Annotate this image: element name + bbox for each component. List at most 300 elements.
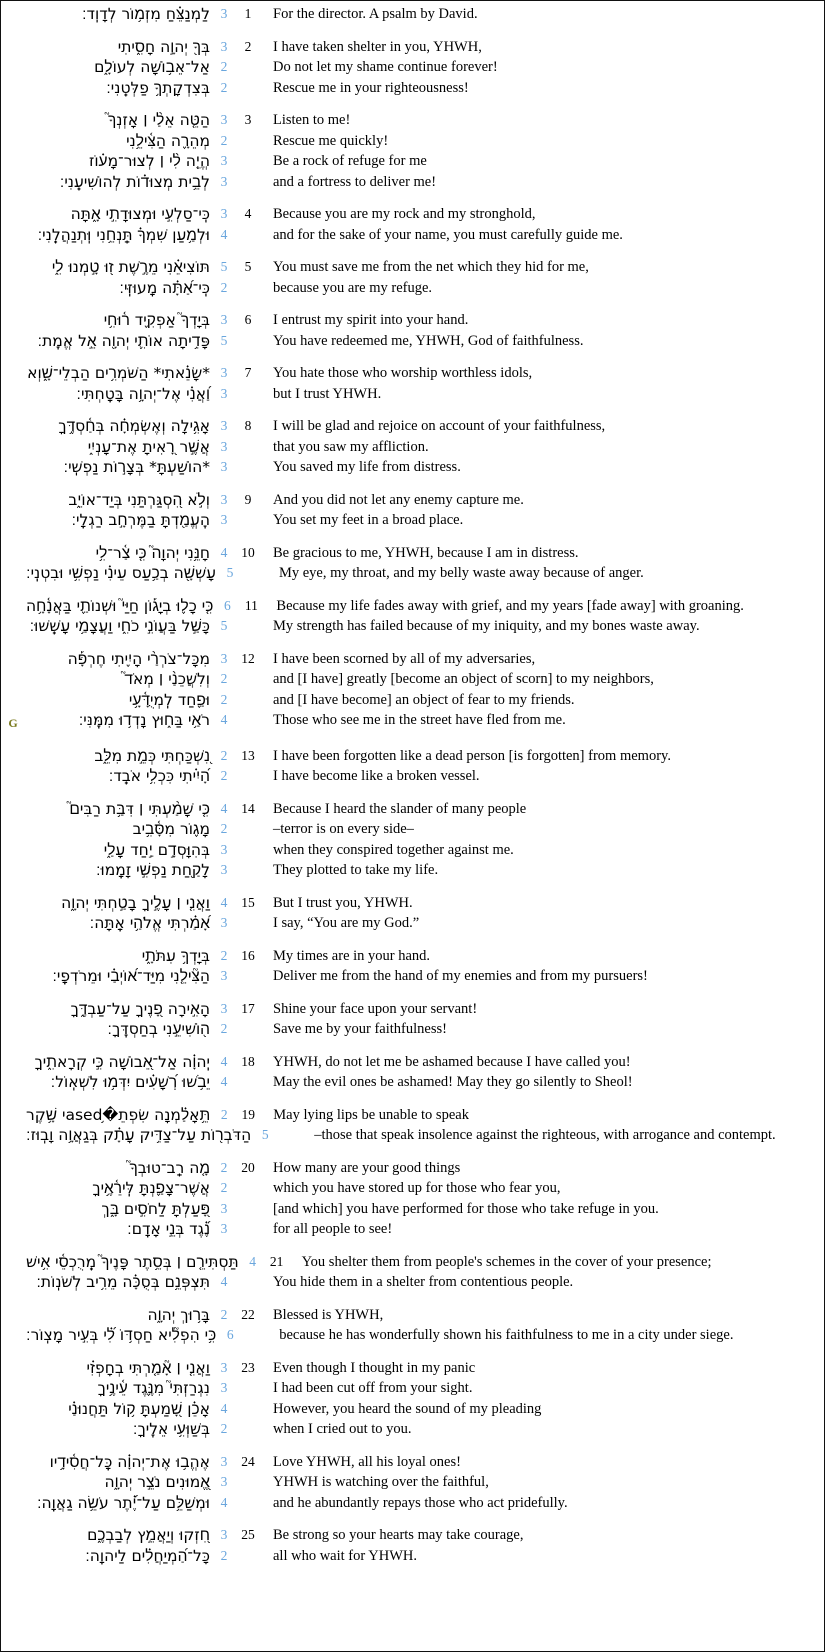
textual-marker [0, 204, 26, 207]
english-line: And you did not let any enemy capture me. [273, 491, 524, 508]
textual-marker [0, 690, 26, 693]
verse-line-row [0, 1358, 825, 1379]
verse-line-row [0, 563, 825, 584]
textual-marker [0, 1052, 26, 1055]
english-line: I have become like a broken vessel. [273, 768, 480, 784]
verse-line-row [0, 437, 825, 458]
verse-line-row [0, 893, 825, 914]
textual-marker [0, 384, 26, 387]
english-line: May lying lips be unable to speak [273, 1106, 469, 1123]
verse-line-row [0, 1178, 825, 1199]
stress-count: 4 [220, 1074, 228, 1089]
verse-block [0, 1252, 825, 1293]
verse-block [0, 37, 825, 99]
hebrew-line: בָּר֥וּךְ יְהוָ֑ה [147, 1305, 210, 1324]
textual-marker [0, 1019, 26, 1022]
textual-marker [0, 1325, 26, 1328]
verse-number: 17 [241, 1000, 255, 1016]
verse-line-row [0, 1019, 825, 1040]
english-line: for all people to see! [273, 1221, 393, 1237]
textual-marker [0, 1199, 26, 1202]
verse-number: 7 [244, 365, 252, 380]
textual-marker [0, 1546, 26, 1549]
stress-count: 2 [220, 821, 228, 836]
stress-count: 2 [220, 671, 228, 686]
stress-count: 3 [220, 312, 228, 327]
stress-count: 4 [220, 1494, 228, 1510]
hebrew-line: וּפַ֢חַד לִֽמְיֻדָּ֫עָ֥י [128, 690, 210, 709]
stress-count: 3 [220, 385, 228, 401]
textual-marker [0, 78, 26, 81]
stress-count: 2 [220, 1306, 228, 1322]
verse-line-row [0, 225, 825, 246]
verse-line-row [0, 669, 825, 690]
textual-marker [0, 840, 26, 843]
english-line: You saved my life from distress. [273, 459, 461, 475]
stress-count: 3 [220, 1359, 228, 1375]
textual-marker [0, 543, 26, 546]
verse-number: 20 [241, 1159, 255, 1175]
verse-number: 8 [244, 418, 252, 433]
stress-count: 3 [220, 6, 228, 21]
english-line: Do not let my shame continue forever! [273, 59, 498, 75]
textual-marker [0, 1378, 26, 1381]
stress-count: 3 [220, 1000, 228, 1016]
english-line: Save me by your faithfulness! [273, 1021, 447, 1037]
stress-count: 5 [220, 332, 228, 348]
stress-count: 5 [261, 1127, 269, 1142]
verse-block [0, 110, 825, 192]
textual-marker [0, 457, 26, 460]
verse-block [0, 746, 825, 787]
hebrew-line: תּוֹצִיאֵ֗נִי מֵרֶ֣שֶׁת ז֭וּ טָ֣מְנוּ לִ֑י [51, 258, 210, 276]
textual-marker: G [8, 716, 18, 730]
textual-marker [0, 278, 26, 281]
verse-line-row [0, 131, 825, 152]
hebrew-line: כִּ֤י שָׁמַ֨עְתִּי ׀ דִּבַּ֥ת רַבִּים֮ [69, 799, 210, 818]
verse-line-row [0, 310, 825, 331]
verse-line-row [0, 1419, 825, 1440]
textual-marker [0, 596, 26, 599]
english-line: YHWH is watching over the faithful, [273, 1474, 489, 1490]
hebrew-line: פָּ֭עַלְתָּ לַחֹסִ֣ים בָּ֑ךְ [101, 1199, 210, 1218]
english-line: I have taken shelter in you, YHWH, [273, 38, 482, 55]
english-line: My eye, my throat, and my belly waste away because of anger. [278, 565, 644, 581]
verse-line-row [0, 1525, 825, 1546]
textual-marker [0, 893, 26, 896]
verse-line-row [0, 819, 825, 840]
verse-line-row [0, 384, 825, 405]
english-line: I entrust my spirit into your hand. [273, 312, 469, 328]
verse-line-row [0, 1452, 825, 1473]
verse-number: 12 [241, 650, 255, 666]
verse-block [0, 999, 825, 1040]
textual-marker [0, 1472, 26, 1475]
hebrew-line: אָגִ֥ילָה וְאֶשְׂמְחָ֗ה בְּחַ֫סְדֶּ֥ךָ [58, 417, 210, 435]
english-line: You hide them in a shelter from contentious people. [273, 1274, 574, 1290]
english-line: Even though I thought in my panic [273, 1359, 476, 1376]
english-line: I say, “You are my God.” [273, 915, 420, 931]
hebrew-line: כִּ֥י הִפְלִ֘יא חַסְדּ֥וֹ לִ֝֗י בְּעִ֣יר מָצֽוֹר׃ [26, 1326, 217, 1344]
english-line: and for the sake of your name, you must carefully guide me. [273, 226, 623, 243]
verse-block [0, 1525, 825, 1566]
verse-line-row [0, 510, 825, 531]
verse-block [0, 257, 825, 298]
hebrew-line: נִ֭שְׁכַּחְתִּי כְּמֵ֣ת מִלֵּ֑ב [94, 746, 210, 765]
english-line: I had been cut off from your sight. [273, 1380, 473, 1396]
english-line: because he has wonderfully shown his faithfulness to me in a city under siege. [279, 1327, 734, 1343]
hebrew-line: בְּיָדְךָ֥ עִתֹּתָ֑י [141, 946, 210, 965]
english-line: that you saw my affliction. [273, 438, 429, 455]
english-line: However, you heard the sound of my pleading [273, 1400, 542, 1417]
stress-count: 2 [220, 947, 228, 963]
hebrew-line: לָקַ֖חַת נַפְשִׁ֣י זָמָֽמוּ׃ [95, 861, 210, 879]
verse-line-row [0, 151, 825, 172]
stress-count: 3 [220, 841, 228, 857]
hebrew-line: אֲשֶׁר־צָפַ֪נְתָּ לִּֽירֵ֫אֶ֥יךָ [92, 1179, 210, 1197]
verse-line-row [0, 490, 825, 511]
verse-line-row [0, 860, 825, 881]
verse-block [0, 4, 825, 25]
stress-count: 3 [220, 1527, 228, 1542]
stress-count: 3 [220, 862, 228, 877]
stress-count: 3 [220, 38, 228, 54]
hebrew-line: וְלִשֲׁכֵנַ֨י ׀ מְאֹד֮ [124, 670, 210, 688]
textual-marker [0, 1272, 26, 1275]
stress-count: 4 [220, 1274, 228, 1289]
english-line: You set my feet in a broad place. [273, 512, 464, 528]
stress-count: 3 [220, 1474, 228, 1489]
textual-marker [0, 616, 26, 619]
verse-line-row [0, 331, 825, 352]
verse-number: 6 [244, 312, 252, 327]
textual-marker [0, 1252, 26, 1255]
stress-count: 3 [220, 1221, 228, 1236]
verse-number: 15 [241, 894, 255, 910]
stress-count: 3 [220, 1380, 228, 1395]
verse-line-row [0, 690, 825, 711]
english-line: Because you are my rock and my stronghold, [273, 206, 536, 222]
verse-block [0, 310, 825, 351]
stress-count: 3 [220, 650, 228, 666]
english-line: Listen to me! [273, 112, 351, 128]
english-line: and [I have] greatly [become an object of scorn] to my neighbors, [273, 671, 654, 687]
hebrew-line: תַּסְתִּירֵ֤ם ׀ בְּסֵ֥תֶר פָּנֶיךָ֮ מֵֽרֻכְסֵ֫י אִ֥ישׁ [26, 1252, 239, 1271]
stress-count: 3 [220, 1200, 228, 1216]
verse-line-row [0, 649, 825, 670]
verse-line-row [0, 1052, 825, 1073]
hebrew-line: וְלֹ֣א הִ֭סְגַּרְתַּנִי בְּיַד־אוֹיֵ֑ב [68, 490, 210, 509]
verse-line-row [0, 416, 825, 437]
verse-line-row [0, 363, 825, 384]
stress-count: 3 [220, 491, 228, 507]
hebrew-line: יֵבֹ֥שׁוּ רְ֝שָׁעִ֗ים יִדְּמ֥וּ לִשְׁאֽוֹל׃ [50, 1073, 210, 1091]
stress-count: 2 [220, 747, 228, 763]
verse-number: 4 [244, 206, 252, 221]
hebrew-line: בְּשַׁוְּעִ֥י אֵלֶֽיךָ׃ [132, 1420, 210, 1438]
textual-marker [0, 172, 26, 175]
stress-count: 4 [220, 544, 228, 560]
english-line: Be a rock of refuge for me [273, 153, 427, 169]
english-line: I have been forgotten like a dead person [is forgotten] from memory. [273, 747, 671, 764]
verse-line-row [0, 1199, 825, 1220]
stress-count: 6 [224, 597, 231, 613]
english-line: I have been scorned by all of my adversaries, [273, 650, 536, 667]
textual-marker [0, 1358, 26, 1361]
hebrew-line: וַאֲנִ֤י ׀ עָלֶ֣יךָ בָטַ֣חְתִּי יְהוָ֑ה [61, 893, 210, 912]
textual-marker [0, 1158, 26, 1161]
english-line: I will be glad and rejoice on account of your faithfulness, [273, 418, 606, 434]
stress-count: 3 [220, 112, 228, 127]
english-line: when I cried out to you. [273, 1421, 412, 1437]
stress-count: 2 [220, 1180, 228, 1195]
hebrew-line: *הוֹשַׁעְתָּ* בְּצָר֣וֹת נַפְשִֽׁי׃ [63, 458, 210, 476]
verse-block [0, 416, 825, 478]
stress-count: 2 [220, 1021, 228, 1036]
verse-line-row [0, 799, 825, 820]
english-line: Love YHWH, all his loyal ones! [273, 1453, 461, 1470]
hebrew-line: לְבֵ֥ית מְצוּד֗וֹת לְהוֹשִׁיעֵֽנִי׃ [59, 172, 210, 191]
verse-line-row [0, 946, 825, 967]
verse-line-row [0, 710, 825, 734]
textual-marker [0, 110, 26, 113]
verse-line-row [0, 110, 825, 131]
english-line: Rescue me quickly! [273, 132, 389, 149]
textual-marker [0, 131, 26, 134]
textual-marker [0, 490, 26, 493]
stress-count: 3 [220, 365, 228, 380]
english-line: Be gracious to me, YHWH, because I am in distress. [273, 544, 579, 561]
english-line: all who wait for YHWH. [273, 1547, 418, 1564]
verse-number: 2 [244, 38, 252, 54]
english-line: because you are my refuge. [273, 279, 433, 296]
hebrew-line: חִ֭זְקוּ וְיַאֲמֵ֣ץ לְבַבְכֶ֑ם [87, 1526, 210, 1544]
hebrew-line: הָאִ֣ירָה פָ֭נֶיךָ עַל־עַבְדֶּ֑ךָ [70, 999, 210, 1018]
hebrew-line: בְּהִוָּסְדָ֣ם יַ֣חַד עָלַ֑י [103, 840, 210, 859]
hebrew-line: וַ֝אֲנִ֗י אֶל־יְהוָ֥ה בָּטָֽחְתִּי׃ [76, 384, 210, 403]
verse-number: 14 [241, 800, 255, 816]
verse-line-row [0, 999, 825, 1020]
english-line: May the evil ones be ashamed! May they go silently to Sheol! [273, 1074, 633, 1090]
verse-block [0, 1105, 825, 1146]
stress-count: 5 [220, 618, 228, 633]
verse-line-row [0, 596, 825, 617]
verse-block [0, 1052, 825, 1093]
verse-line-row [0, 1252, 825, 1273]
hebrew-line: כִּֽי־סַלְעִ֣י וּמְצוּדָתִ֣י אָ֑תָּה [70, 205, 210, 223]
verse-number: 10 [241, 544, 255, 560]
english-line: Shine your face upon your servant! [273, 1000, 478, 1017]
english-line: My strength has failed because of my iniquity, and my bones waste away. [273, 618, 700, 634]
textual-marker [0, 437, 26, 440]
english-line: Because my life fades away with grief, and my years [fade away] with groaning. [276, 597, 744, 614]
verse-line-row [0, 278, 825, 299]
hebrew-line: נִגְרַזְתִּי֮ מִנֶּ֪גֶד עֵ֫ינֶ֥יךָ [97, 1379, 210, 1397]
verse-line-row [0, 37, 825, 58]
stress-count: 2 [220, 279, 228, 295]
hebrew-line: אֶהֱב֥וּ אֶת־יְהוָ֗ה כָּֽל־חֲסִ֫ידָ֥יו [49, 1452, 210, 1471]
verse-number: 11 [244, 597, 258, 613]
textual-marker [0, 1419, 26, 1422]
hebrew-line: וּמְשַׁלֵּ֥ם עַל־יֶ֝֗תֶר עֹשֵׂ֥ה גַאֲוָֽה׃ [36, 1493, 210, 1512]
verse-number: 22 [241, 1306, 255, 1322]
stress-count: 6 [226, 1327, 234, 1342]
verse-block [0, 363, 825, 404]
english-line: Because I heard the slander of many people [273, 800, 527, 817]
verse-line-row [0, 616, 825, 637]
stress-count: 3 [220, 173, 228, 189]
verse-number: 21 [269, 1253, 284, 1269]
english-line: Rescue me in your righteousness! [273, 79, 469, 96]
stress-count: 3 [220, 915, 228, 930]
stress-count: 3 [220, 1453, 228, 1469]
verse-line-row [0, 1272, 825, 1293]
textual-marker [0, 4, 26, 7]
verse-block [0, 946, 825, 987]
verse-number: 9 [244, 491, 252, 507]
stress-count: 2 [220, 768, 228, 783]
verse-line-row [0, 57, 825, 78]
verse-line-row [0, 78, 825, 99]
hebrew-line: אֱ֭מוּנִים נֹצֵ֣ר יְהוָ֑ה [104, 1473, 210, 1491]
english-line: which you have stored up for those who fear you, [273, 1180, 561, 1196]
textual-marker [0, 860, 26, 863]
textual-marker [0, 257, 26, 260]
verse-line-row [0, 966, 825, 987]
stress-count: 2 [220, 132, 228, 148]
stress-count: 3 [220, 206, 228, 221]
verse-block [0, 490, 825, 531]
hebrew-line: בְּיָדְךָ֮ אַפְקִ֪יד ר֫וּחִ֥י [103, 311, 210, 329]
textual-marker [0, 331, 26, 334]
textual-marker [0, 946, 26, 949]
verse-line-row [0, 1072, 825, 1093]
verse-block [0, 596, 825, 637]
stress-count: 2 [220, 1421, 228, 1436]
english-line: But I trust you, YHWH. [273, 894, 413, 911]
hebrew-line: בְּצִדְקָתְךָ֥ פַלְּטֵֽנִי׃ [106, 78, 210, 97]
verse-line-row [0, 1472, 825, 1493]
verse-line-row [0, 913, 825, 934]
verse-line-row [0, 1399, 825, 1420]
hebrew-line: הֱיֵ֤ה לִ֨י ׀ לְצוּר־מָע֗וֹז [88, 152, 210, 170]
stress-count: 2 [220, 691, 228, 707]
stress-count: 3 [220, 512, 228, 527]
hebrew-line: הַטֵּ֤ה אֵלַ֨י ׀ אָזְנְךָ֮ [108, 111, 210, 129]
hebrew-line: רֹאַ֥י בַּח֑וּץ נָדְד֥וּ מִמֶּֽנִּי׃ [78, 711, 210, 729]
verse-number: 18 [241, 1053, 255, 1069]
english-line: when they conspired together against me. [273, 841, 514, 858]
stress-count: 5 [226, 565, 234, 580]
verse-number: 25 [241, 1527, 255, 1542]
stress-count: 2 [220, 1106, 228, 1122]
english-line: You have redeemed me, YHWH, God of faithfulness. [273, 332, 584, 349]
verse-number: 5 [244, 259, 252, 274]
stress-count: 3 [220, 968, 228, 983]
stress-count: 2 [220, 79, 228, 95]
textual-marker [0, 1525, 26, 1528]
textual-marker [0, 416, 26, 419]
stress-count: 4 [249, 1253, 257, 1269]
verse-number: 1 [244, 6, 252, 21]
hebrew-line: וּלְמַ֥עַן שִׁמְךָ֗ תַּֽנְחֵ֥נִי וּֽתְנַהֲלֵֽנִי׃ [37, 225, 210, 244]
hebrew-line: מָג֪וֹר מִסָּ֫בִ֥יב [132, 820, 210, 838]
stress-count: 4 [220, 1053, 228, 1069]
verse-line-row [0, 1546, 825, 1567]
verse-line-row [0, 172, 825, 193]
verse-line-row [0, 766, 825, 787]
hebrew-line: מְהֵרָ֪ה הַצִּ֫ילֵ֥נִי [126, 131, 210, 150]
stress-count: 4 [220, 800, 228, 816]
hebrew-line: הַצִּ֘ילֵ֤נִי מִיַּד־א֝וֹיְבַ֗י וּמֵרֹדְפָֽי׃ [52, 967, 210, 985]
textual-marker [0, 1399, 26, 1402]
verse-line-row [0, 1493, 825, 1514]
hebrew-line: כָּשַׁ֣ל בַּעֲוֺנִ֣י כֹחִ֑י וַעֲצָמַ֥י עָשֵֽׁשׁוּ׃ [29, 617, 210, 635]
textual-marker [0, 363, 26, 366]
verse-block [0, 204, 825, 245]
textual-marker [0, 649, 26, 652]
stress-count: 2 [220, 1159, 228, 1175]
textual-marker [0, 1178, 26, 1181]
verse-block [0, 543, 825, 584]
textual-marker [0, 37, 26, 40]
stress-count: 4 [220, 226, 228, 242]
verse-line-row [0, 746, 825, 767]
hebrew-line: אֲשֶׁ֣ר רָ֭אִיתָ אֶת־עָנְיִ֑י [87, 437, 210, 456]
english-line: You shelter them from people's schemes in the cover of your presence; [301, 1253, 712, 1270]
textual-marker [0, 966, 26, 969]
verse-number: 19 [241, 1106, 255, 1122]
english-line: –terror is on every side– [273, 821, 414, 837]
textual-marker [0, 151, 26, 154]
verse-line-row [0, 1219, 825, 1240]
verse-line-row [0, 1158, 825, 1179]
hebrew-line: בְּךָ֖ יְהוָ֣ה חָסִ֑יתִי [117, 37, 210, 56]
stress-count: 2 [220, 1547, 228, 1563]
textual-marker [0, 510, 26, 513]
verse-number: 13 [241, 747, 255, 763]
english-line: YHWH, do not let me be ashamed because I have called you! [273, 1053, 631, 1070]
verse-line-row [0, 457, 825, 478]
hebrew-line: יְֽהוָ֗ה אַל־אֵ֭בוֹשָׁה כִּ֣י קְרָאתִ֑יךָ [34, 1052, 210, 1071]
verse-block [0, 649, 825, 734]
hebrew-line: הָ֝יִ֗יתִי כִּכְלִ֥י אֹבֵֽד׃ [108, 767, 210, 785]
textual-marker [0, 225, 26, 228]
verse-number: 3 [244, 112, 252, 127]
textual-marker [0, 563, 26, 566]
english-line: They plotted to take my life. [273, 862, 439, 878]
stress-count: 4 [220, 1400, 228, 1416]
textual-marker [0, 1452, 26, 1455]
hebrew-line: אָכֵ֗ן שָׁ֭מַעְתָּ ק֥וֹל תַּחֲנוּנַ֗י [68, 1399, 210, 1418]
stress-count: 5 [220, 259, 228, 274]
verse-number: 16 [241, 947, 255, 963]
english-line: Blessed is YHWH, [273, 1306, 384, 1323]
verse-block [0, 1158, 825, 1240]
hebrew-line: כִּֽי־אַ֝תָּ֗ה מָֽעוּזִּֽי׃ [119, 278, 210, 297]
verse-line-row [0, 1378, 825, 1399]
hebrew-line: ה֖וֹשִׁיעֵ֣נִי בְחַסְדֶּֽךָ׃ [107, 1020, 210, 1038]
stress-count: 3 [220, 418, 228, 433]
verse-line-row [0, 1305, 825, 1326]
hebrew-line: תֵּ֥אָלַ֗מְנָה שִׂפְתֵ�ased֥י שָׁ֥קֶר [26, 1105, 211, 1124]
hebrew-line: לַמְנַצֵּ֗חַ מִזְמ֥וֹר לְדָוִֽד׃ [81, 5, 210, 23]
english-line: For the director. A psalm by David. [273, 6, 478, 22]
english-line: You must save me from the net which they hid for me, [273, 259, 589, 275]
verse-line-row [0, 1125, 825, 1146]
verse-number: 23 [241, 1359, 255, 1375]
stress-count: 4 [220, 894, 228, 910]
